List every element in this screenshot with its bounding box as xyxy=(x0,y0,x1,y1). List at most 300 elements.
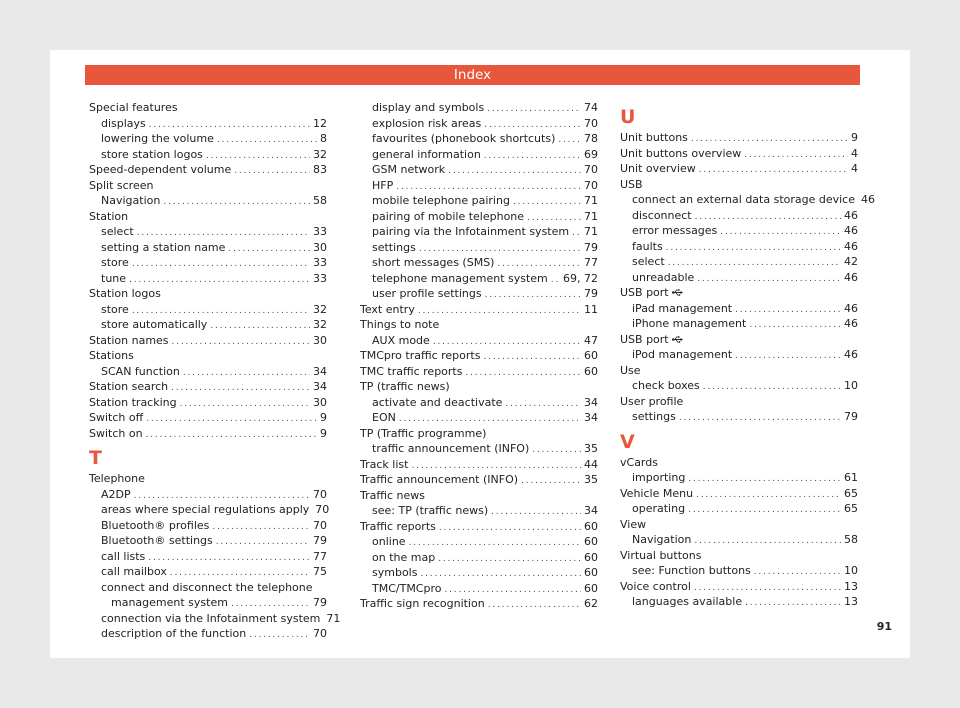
page-ref: 71 xyxy=(584,194,598,207)
entry-term: Split screen xyxy=(89,178,154,192)
page-ref: 46 xyxy=(844,348,858,361)
entry-term: see: Function buttons xyxy=(632,564,751,577)
entry-term: select xyxy=(101,225,134,238)
index-subentry xyxy=(89,580,327,596)
page-ref: 60 xyxy=(584,550,598,564)
page-ref: 79 xyxy=(584,240,598,254)
page-ref: 33 xyxy=(313,225,327,238)
page-ref: 46 xyxy=(844,301,858,315)
page-ref: 70 xyxy=(313,487,327,501)
dot-leader xyxy=(735,349,841,365)
index-subentry xyxy=(620,501,858,517)
index-subentry xyxy=(620,239,858,255)
page-ref: 46 xyxy=(844,208,858,222)
index-entry xyxy=(360,317,598,333)
dot-leader xyxy=(172,335,310,351)
entry-term: areas where special regulations apply xyxy=(101,503,310,516)
index-subentry xyxy=(89,116,327,132)
index-subentry xyxy=(620,223,858,239)
dot-leader xyxy=(216,535,310,551)
index-subentry xyxy=(620,409,858,425)
dot-leader xyxy=(720,225,841,241)
entry-term: Station xyxy=(89,209,129,223)
dot-leader xyxy=(146,428,317,444)
entry-term: connection via the Infotainment system xyxy=(101,611,321,625)
entry-term: iPhone management xyxy=(632,317,747,330)
entry-term: telephone management system xyxy=(372,271,548,285)
index-subentry xyxy=(620,208,858,224)
index-subentry xyxy=(360,271,598,287)
index-subentry xyxy=(360,193,598,209)
page-ref: 34 xyxy=(313,364,327,378)
index-entry xyxy=(89,471,327,487)
index-subentry xyxy=(360,410,598,426)
entry-term: Bluetooth® profiles xyxy=(101,518,210,532)
index-subentry xyxy=(89,533,327,549)
page-ref: 70 xyxy=(315,503,330,516)
entry-term: Station logos xyxy=(89,287,161,300)
entry-term: Unit overview xyxy=(620,162,696,175)
index-entry xyxy=(89,162,327,178)
dot-leader xyxy=(148,551,310,567)
page-ref: 32 xyxy=(313,318,327,331)
dot-leader xyxy=(465,366,581,382)
index-entry xyxy=(620,161,858,177)
index-subentry xyxy=(620,594,858,610)
dot-leader xyxy=(532,443,581,459)
index-subentry xyxy=(620,347,858,363)
entry-term: Traffic reports xyxy=(360,519,436,533)
dot-leader xyxy=(487,102,581,118)
index-entry xyxy=(89,395,327,411)
dot-leader xyxy=(210,319,310,335)
entry-term: USB port xyxy=(620,332,669,346)
index-subentry xyxy=(620,378,858,394)
page-ref: 8 xyxy=(320,132,327,145)
index-entry xyxy=(89,286,327,302)
entry-term: Bluetooth® settings xyxy=(101,534,213,547)
index-subentry xyxy=(89,224,327,240)
index-subentry xyxy=(360,147,598,163)
dot-leader xyxy=(679,411,841,427)
index-subentry xyxy=(89,487,327,503)
entry-term: settings xyxy=(632,410,676,423)
dot-leader xyxy=(485,288,581,304)
page-ref: 65 xyxy=(844,502,858,515)
section-letter: V xyxy=(620,430,635,453)
dot-leader xyxy=(234,164,310,180)
index-subentry xyxy=(360,255,598,271)
usb-icon xyxy=(672,289,683,296)
entry-term: Traffic news xyxy=(360,488,426,502)
index-entry xyxy=(620,130,858,146)
page-ref: 83 xyxy=(313,163,327,176)
dot-leader xyxy=(418,304,581,320)
entry-term: Stations xyxy=(89,349,134,362)
page-ref: 30 xyxy=(313,395,327,409)
entry-term: A2DP xyxy=(101,487,131,501)
page-ref: 71 xyxy=(326,611,341,625)
index-subentry xyxy=(620,470,858,486)
page-number: 91 xyxy=(876,620,892,633)
entry-term: check boxes xyxy=(632,379,700,392)
page-ref: 79 xyxy=(844,410,858,423)
dot-leader xyxy=(228,242,310,258)
entry-term: importing xyxy=(632,471,686,484)
index-entry xyxy=(360,348,598,364)
index-subentry xyxy=(89,193,327,209)
entry-term: user profile settings xyxy=(372,287,482,300)
page-ref: 75 xyxy=(313,565,327,578)
page-ref: 79 xyxy=(313,534,327,547)
entry-term: connect an external data storage device xyxy=(632,193,856,206)
entry-term: activate and deactivate xyxy=(372,395,503,409)
index-subentry xyxy=(89,364,327,380)
entry-term: iPad management xyxy=(632,301,733,315)
entry-term: general information xyxy=(372,147,481,161)
entry-term: GSM network xyxy=(372,163,446,176)
dot-leader xyxy=(688,503,841,519)
entry-term: disconnect xyxy=(632,208,692,222)
index-subentry xyxy=(620,270,858,286)
index-subentry xyxy=(89,131,327,147)
entry-term: TMCpro traffic reports xyxy=(360,349,481,362)
entry-term: call mailbox xyxy=(101,565,167,578)
entry-term: see: TP (traffic news) xyxy=(372,504,489,517)
entry-term: Voice control xyxy=(620,579,691,593)
page-ref: 35 xyxy=(584,473,598,486)
page-ref: 79 xyxy=(584,287,598,300)
dot-leader xyxy=(483,350,581,366)
index-entry xyxy=(360,472,598,488)
page-ref: 33 xyxy=(313,271,327,285)
index-entry xyxy=(89,333,327,349)
index-subentry xyxy=(89,611,341,627)
entry-term: favourites (phonebook shortcuts) xyxy=(372,132,556,145)
index-entry xyxy=(620,146,858,162)
index-column-2 xyxy=(360,100,598,612)
page-ref: 60 xyxy=(584,535,598,548)
index-subentry xyxy=(360,333,598,349)
index-entry xyxy=(89,410,327,426)
page-ref: 74 xyxy=(584,101,598,114)
entry-term: Unit buttons overview xyxy=(620,146,742,160)
page-ref: 32 xyxy=(313,302,327,316)
index-entry xyxy=(620,177,858,193)
dot-leader xyxy=(703,380,841,396)
page-ref: 47 xyxy=(584,333,598,347)
dot-leader xyxy=(183,366,310,382)
page-ref: 34 xyxy=(313,380,327,393)
dot-leader xyxy=(217,133,317,149)
page-ref: 46 xyxy=(844,239,858,253)
index-subentry xyxy=(620,192,876,208)
index-entry xyxy=(89,426,327,442)
entry-term: connect and disconnect the telephone xyxy=(101,580,313,594)
entry-term: store automatically xyxy=(101,318,208,331)
index-entry xyxy=(620,394,858,410)
index-subentry xyxy=(620,254,858,270)
dot-leader xyxy=(146,412,317,428)
page-ref: 62 xyxy=(584,597,598,610)
dot-leader xyxy=(666,241,841,257)
index-column-1 xyxy=(89,100,341,642)
index-subentry xyxy=(89,271,327,287)
page-ref: 69, 72 xyxy=(563,271,598,285)
entry-term: languages available xyxy=(632,595,743,608)
entry-term: Use xyxy=(620,363,641,377)
dot-leader xyxy=(697,272,841,288)
page-ref: 9 xyxy=(851,131,858,144)
entry-term: Unit buttons xyxy=(620,131,688,144)
entry-term: pairing via the Infotainment system xyxy=(372,225,570,238)
index-subentry xyxy=(89,518,327,534)
page-ref: 70 xyxy=(584,116,598,130)
entry-term: Switch off xyxy=(89,411,144,424)
entry-term: faults xyxy=(632,239,663,253)
index-subentry xyxy=(620,316,858,332)
entry-term: store xyxy=(101,302,129,316)
entry-term: USB xyxy=(620,177,643,191)
page-ref: 9 xyxy=(320,426,327,440)
dot-leader xyxy=(132,257,310,273)
page-ref: 61 xyxy=(844,471,858,484)
index-subentry xyxy=(89,549,327,565)
entry-term: Navigation xyxy=(632,533,692,546)
entry-term: HFP xyxy=(372,178,394,192)
entry-term: displays xyxy=(101,116,146,130)
page-ref: 77 xyxy=(584,256,598,269)
entry-term: Text entry xyxy=(360,302,415,316)
page-ref: 60 xyxy=(584,519,598,533)
entry-term: select xyxy=(632,255,665,268)
dot-leader xyxy=(212,520,310,536)
index-entry xyxy=(89,379,327,395)
index-entry xyxy=(360,364,598,380)
index-subentry xyxy=(360,503,598,519)
entry-term: TMC traffic reports xyxy=(360,364,463,378)
index-subentry xyxy=(89,564,327,580)
page-ref: 78 xyxy=(584,132,598,145)
dot-leader xyxy=(484,149,581,165)
index-subentry xyxy=(360,209,598,225)
page-ref: 9 xyxy=(320,411,327,424)
index-subentry xyxy=(89,502,330,518)
dot-leader xyxy=(688,472,841,488)
page-ref: 10 xyxy=(844,564,858,577)
dot-leader xyxy=(488,598,581,614)
entry-term: pairing of mobile telephone xyxy=(372,209,525,223)
page-ref: 10 xyxy=(844,379,858,392)
page-ref: 42 xyxy=(844,255,858,268)
index-subentry xyxy=(89,240,327,256)
page-ref: 79 xyxy=(313,596,327,609)
entry-term: mobile telephone pairing xyxy=(372,194,510,207)
entry-term: store xyxy=(101,256,129,269)
index-entry xyxy=(620,548,858,564)
page-ref: 4 xyxy=(851,162,858,175)
page-ref: 77 xyxy=(313,549,327,563)
entry-term: Vehicle Menu xyxy=(620,486,694,500)
dot-leader xyxy=(551,273,560,289)
page-ref: 13 xyxy=(844,595,858,608)
entry-term: Traffic announcement (INFO) xyxy=(360,473,519,486)
dot-leader xyxy=(448,164,581,180)
dot-leader xyxy=(572,226,581,242)
entry-term: iPod management xyxy=(632,348,733,361)
page-ref: 11 xyxy=(584,302,598,316)
entry-term: Track list xyxy=(360,457,409,471)
page-ref: 46 xyxy=(844,317,858,330)
entry-term: USB port xyxy=(620,286,669,299)
entry-term: Telephone xyxy=(89,472,145,485)
page-ref: 13 xyxy=(844,579,858,593)
index-entry xyxy=(89,209,327,225)
page-ref: 46 xyxy=(844,224,858,237)
entry-term: TP (traffic news) xyxy=(360,380,450,393)
index-subentry xyxy=(360,131,598,147)
dot-leader xyxy=(694,534,841,550)
dot-leader xyxy=(163,195,310,211)
index-subentry xyxy=(89,595,327,611)
entry-term: lowering the volume xyxy=(101,132,214,145)
entry-term: operating xyxy=(632,502,686,515)
dot-leader xyxy=(439,521,581,537)
page-ref: 34 xyxy=(584,395,598,409)
index-column-3 xyxy=(620,100,876,610)
index-entry xyxy=(89,100,327,116)
index-subentry xyxy=(360,534,598,550)
index-subentry xyxy=(360,224,598,240)
section-letter: T xyxy=(89,447,102,469)
entry-term: explosion risk areas xyxy=(372,116,482,130)
entry-term: View xyxy=(620,517,647,531)
entry-term: management system xyxy=(111,596,228,609)
index-entry xyxy=(360,426,598,442)
entry-term: User profile xyxy=(620,394,684,408)
dot-leader xyxy=(754,565,841,581)
index-subentry xyxy=(360,100,598,116)
index-entry xyxy=(620,285,858,301)
entry-term: short messages (SMS) xyxy=(372,256,495,269)
page-ref: 32 xyxy=(313,147,327,161)
index-entry xyxy=(89,178,327,194)
index-subentry xyxy=(620,532,858,548)
dot-leader xyxy=(699,163,848,179)
index-entry xyxy=(620,486,858,502)
index-subentry xyxy=(360,565,598,581)
entry-term: traffic announcement (INFO) xyxy=(372,442,530,455)
entry-term: description of the function xyxy=(101,627,247,640)
entry-term: on the map xyxy=(372,550,436,564)
entry-term: Switch on xyxy=(89,426,143,440)
page-ref: 46 xyxy=(844,270,858,284)
index-subentry xyxy=(360,581,598,597)
index-subentry xyxy=(360,240,598,256)
dot-leader xyxy=(438,552,581,568)
entry-term: settings xyxy=(372,240,416,254)
page-ref: 35 xyxy=(584,442,598,455)
page-ref: 60 xyxy=(584,364,598,378)
index-entry xyxy=(360,379,598,395)
entry-term: call lists xyxy=(101,549,146,563)
page-ref: 70 xyxy=(313,518,327,532)
dot-leader xyxy=(696,488,841,504)
entry-term: tune xyxy=(101,271,127,285)
dot-leader xyxy=(744,148,848,164)
entry-term: SCAN function xyxy=(101,364,180,378)
section-letter: U xyxy=(620,106,636,128)
dot-leader xyxy=(249,628,310,644)
entry-term: Special features xyxy=(89,101,178,114)
dot-leader xyxy=(521,474,581,490)
index-entry xyxy=(620,517,858,533)
page-ref: 70 xyxy=(313,627,327,640)
page-title: Index xyxy=(453,67,492,83)
page-ref: 71 xyxy=(584,209,598,223)
page-ref: 4 xyxy=(851,146,858,160)
entry-term: display and symbols xyxy=(372,101,485,114)
page-ref: 46 xyxy=(861,193,876,206)
index-subentry xyxy=(89,626,327,642)
index-subentry xyxy=(89,255,327,271)
page-ref: 30 xyxy=(313,240,327,254)
index-subentry xyxy=(360,178,598,194)
entry-term: online xyxy=(372,535,406,548)
index-subentry xyxy=(360,162,598,178)
index-entry xyxy=(360,488,598,504)
page-ref: 60 xyxy=(584,581,598,595)
index-subentry xyxy=(360,395,598,411)
entry-term: store station logos xyxy=(101,147,203,161)
page-ref: 33 xyxy=(313,256,327,269)
entry-term: Speed-dependent volume xyxy=(89,163,232,176)
page-ref: 58 xyxy=(844,533,858,546)
entry-term: error messages xyxy=(632,224,718,237)
index-entry xyxy=(360,519,598,535)
index-entry xyxy=(620,332,858,348)
dot-leader xyxy=(420,567,581,583)
index-subentry xyxy=(360,286,598,302)
index-entry xyxy=(620,363,858,379)
entry-term: AUX mode xyxy=(372,333,430,347)
dot-leader xyxy=(745,596,841,612)
index-entry xyxy=(620,579,858,595)
page-ref: 65 xyxy=(844,486,858,500)
index-subentry xyxy=(360,116,598,132)
page-ref: 69 xyxy=(584,147,598,161)
entry-term: Station tracking xyxy=(89,395,177,409)
entry-term: Traffic sign recognition xyxy=(360,597,485,610)
page-ref: 12 xyxy=(313,116,327,130)
index-subentry xyxy=(89,317,327,333)
page-ref: 70 xyxy=(584,163,598,176)
page-ref: 71 xyxy=(584,225,598,238)
usb-icon xyxy=(672,336,683,343)
dot-leader xyxy=(749,318,841,334)
dot-leader xyxy=(505,397,581,413)
entry-term: EON xyxy=(372,411,396,424)
entry-term: Station names xyxy=(89,333,169,347)
index-entry xyxy=(360,302,598,318)
entry-term: setting a station name xyxy=(101,240,226,254)
index-subentry xyxy=(360,550,598,566)
entry-term: Virtual buttons xyxy=(620,548,702,562)
entry-term: TP (Traffic programme) xyxy=(360,426,487,440)
index-subentry xyxy=(620,563,858,579)
page-ref: 70 xyxy=(584,178,598,192)
dot-leader xyxy=(558,133,581,149)
